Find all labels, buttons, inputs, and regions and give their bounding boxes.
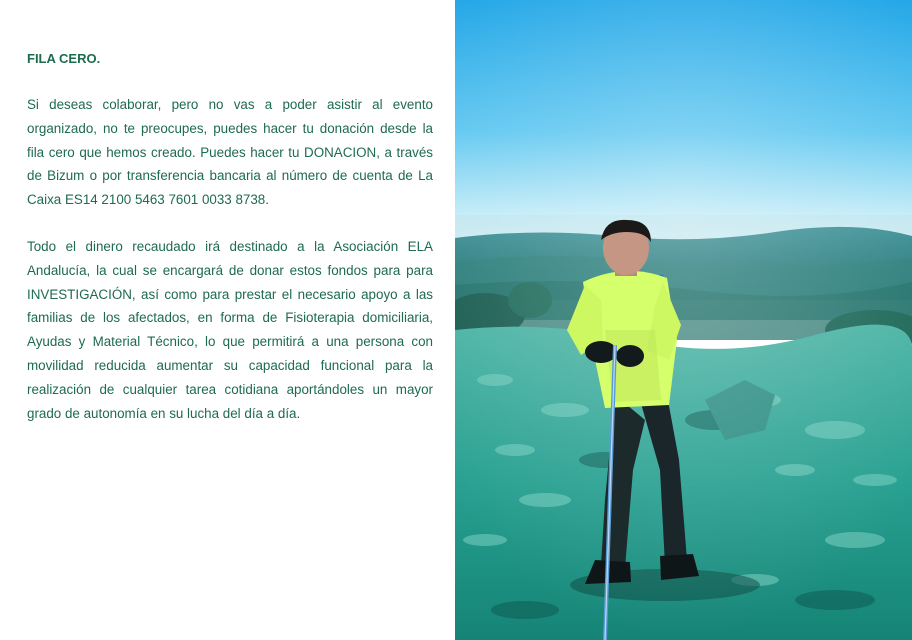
hiker-photo	[455, 0, 912, 640]
photo-illustration	[455, 0, 912, 640]
text-column	[0, 0, 455, 640]
document-heading: FILA CERO.	[27, 51, 101, 66]
paragraph-destination: Todo el dinero recaudado irá destinado a la Asociación ELA Andalucía, la cual se encargará de donar estos fondos para para INVESTIGACIÓN, así como para prestar el necesario apoyo a las familias de los afectados, en forma de Fisioterapia domiciliaria, Ayudas y Material Técnico, lo que permitirá a una persona con movilidad reducida aumentar su capacidad funcional para la realización de cualquier tarea cotidiana aportándoles un mayor grado de autonomía en su lucha del día a día.	[27, 238, 433, 421]
paragraph-donation: Si deseas colaborar, pero no vas a poder asistir al evento organizado, no te preocupes, puedes hacer tu donación desde la fila cero que hemos creado. Puedes hacer tu DONACION, a través de Bizum o por transferencia bancaria al número de cuenta de La Caixa ES14 2100 5463 7601 0033 8738.	[27, 97, 433, 208]
